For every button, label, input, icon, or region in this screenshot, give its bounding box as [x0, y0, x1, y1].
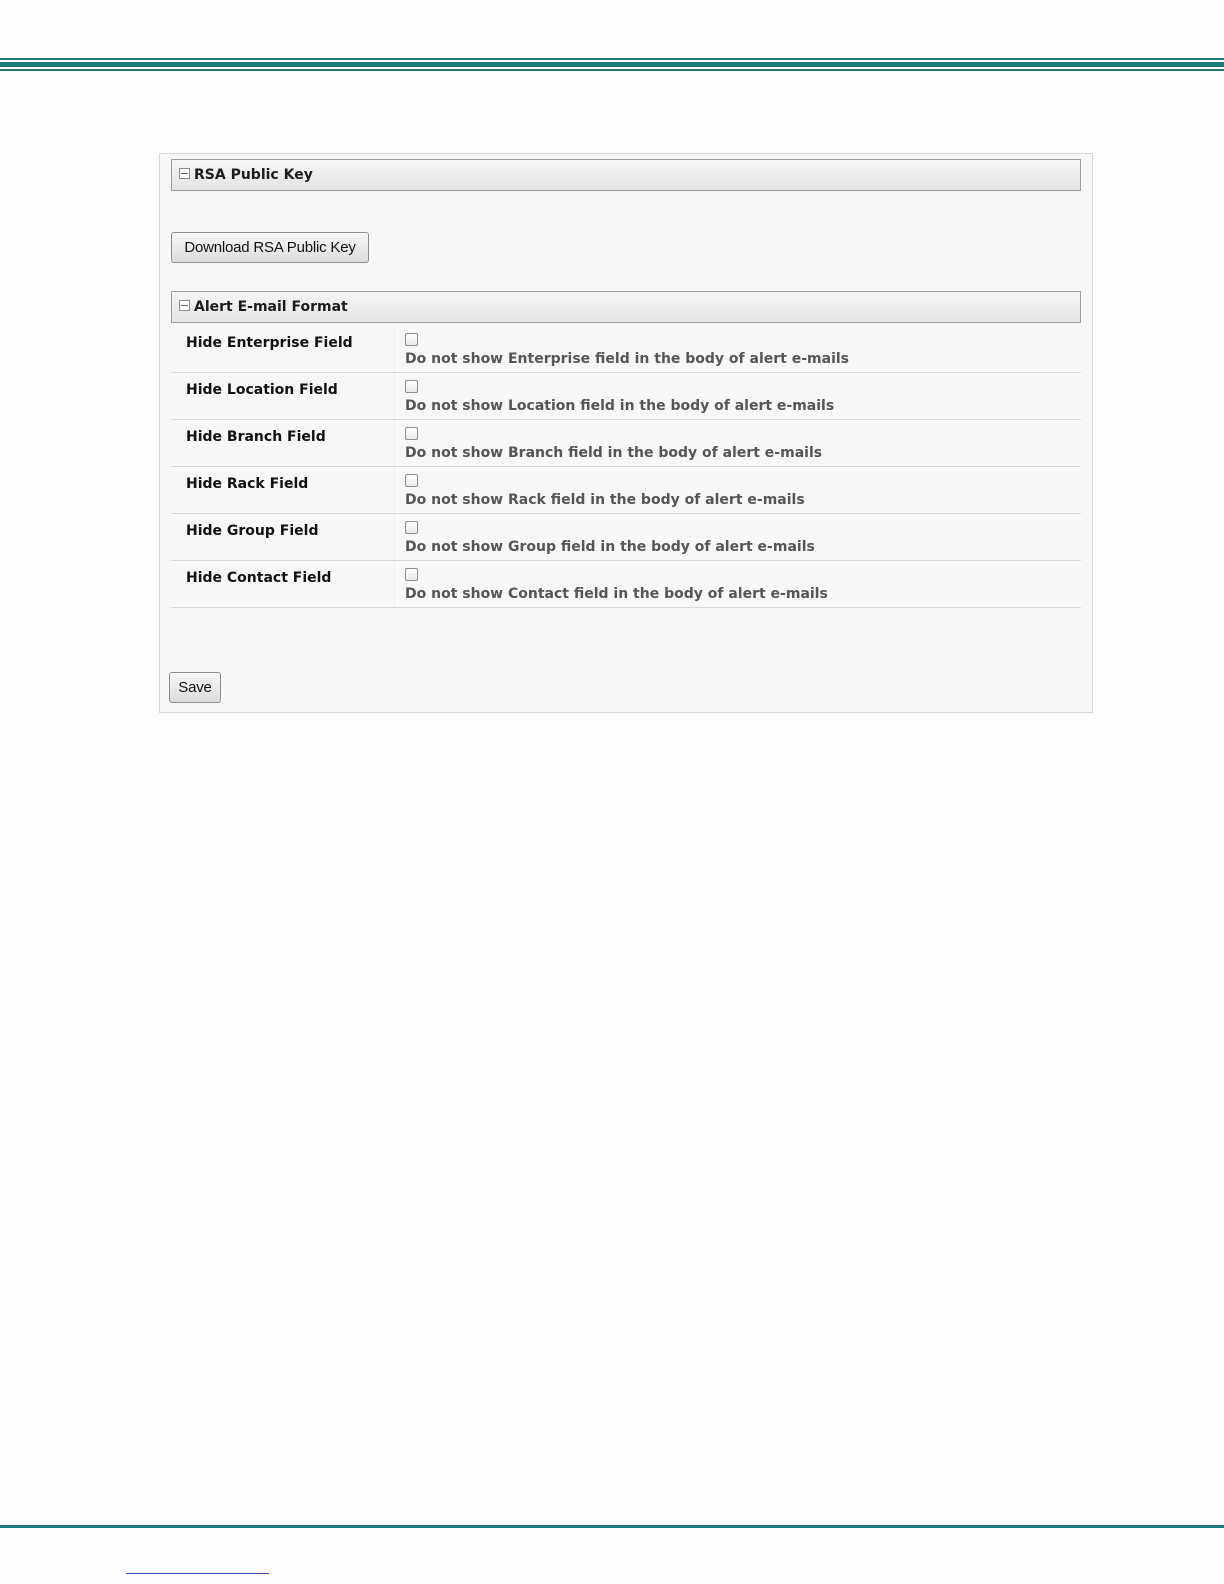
option-description: Do not show Location field in the body of alert e-mails: [405, 398, 835, 414]
header-rule-line: [0, 58, 1224, 60]
option-description: Do not show Group field in the body of alert e-mails: [405, 539, 815, 555]
save-button[interactable]: Save: [169, 672, 221, 703]
option-description: Do not show Rack field in the body of alert e-mails: [405, 492, 805, 508]
collapse-icon[interactable]: [179, 300, 190, 311]
hide-rack-checkbox[interactable]: [405, 474, 418, 487]
option-description: Do not show Branch field in the body of alert e-mails: [405, 445, 823, 461]
section-title: Alert E-mail Format: [194, 299, 348, 315]
option-label: Hide Group Field: [186, 523, 319, 539]
option-label-cell: [171, 514, 398, 560]
option-description: Do not show Contact field in the body of alert e-mails: [405, 586, 828, 602]
option-row: [171, 373, 1081, 420]
footer-rule: [0, 1525, 1224, 1528]
option-label-cell: [171, 326, 398, 372]
option-label: Hide Enterprise Field: [186, 335, 353, 351]
hide-location-checkbox[interactable]: [405, 380, 418, 393]
option-label-cell: [171, 467, 398, 513]
hide-branch-checkbox[interactable]: [405, 427, 418, 440]
header-rule-line: [0, 69, 1224, 71]
option-row: [171, 514, 1081, 561]
option-label: Hide Rack Field: [186, 476, 309, 492]
collapse-icon[interactable]: [179, 168, 190, 179]
header-rule-line: [0, 62, 1224, 67]
alert-email-options: [171, 326, 1081, 608]
header-rule: [0, 58, 1224, 72]
section-title: RSA Public Key: [194, 167, 313, 183]
alert-email-format-section-header[interactable]: [171, 291, 1081, 323]
option-row: [171, 561, 1081, 608]
hide-group-checkbox[interactable]: [405, 521, 418, 534]
footer-link-underline: [126, 1573, 269, 1574]
option-label-cell: [171, 420, 398, 466]
option-label-cell: [171, 373, 398, 419]
option-description: Do not show Enterprise field in the body of alert e-mails: [405, 351, 850, 367]
settings-panel: [159, 153, 1093, 713]
option-label: Hide Contact Field: [186, 570, 332, 586]
download-rsa-public-key-button[interactable]: Download RSA Public Key: [171, 232, 369, 263]
option-row: [171, 420, 1081, 467]
option-label: Hide Location Field: [186, 382, 338, 398]
option-label: Hide Branch Field: [186, 429, 326, 445]
rsa-public-key-section-header[interactable]: [171, 159, 1081, 191]
option-row: [171, 326, 1081, 373]
option-label-cell: [171, 561, 398, 607]
option-row: [171, 467, 1081, 514]
hide-contact-checkbox[interactable]: [405, 568, 418, 581]
hide-enterprise-checkbox[interactable]: [405, 333, 418, 346]
